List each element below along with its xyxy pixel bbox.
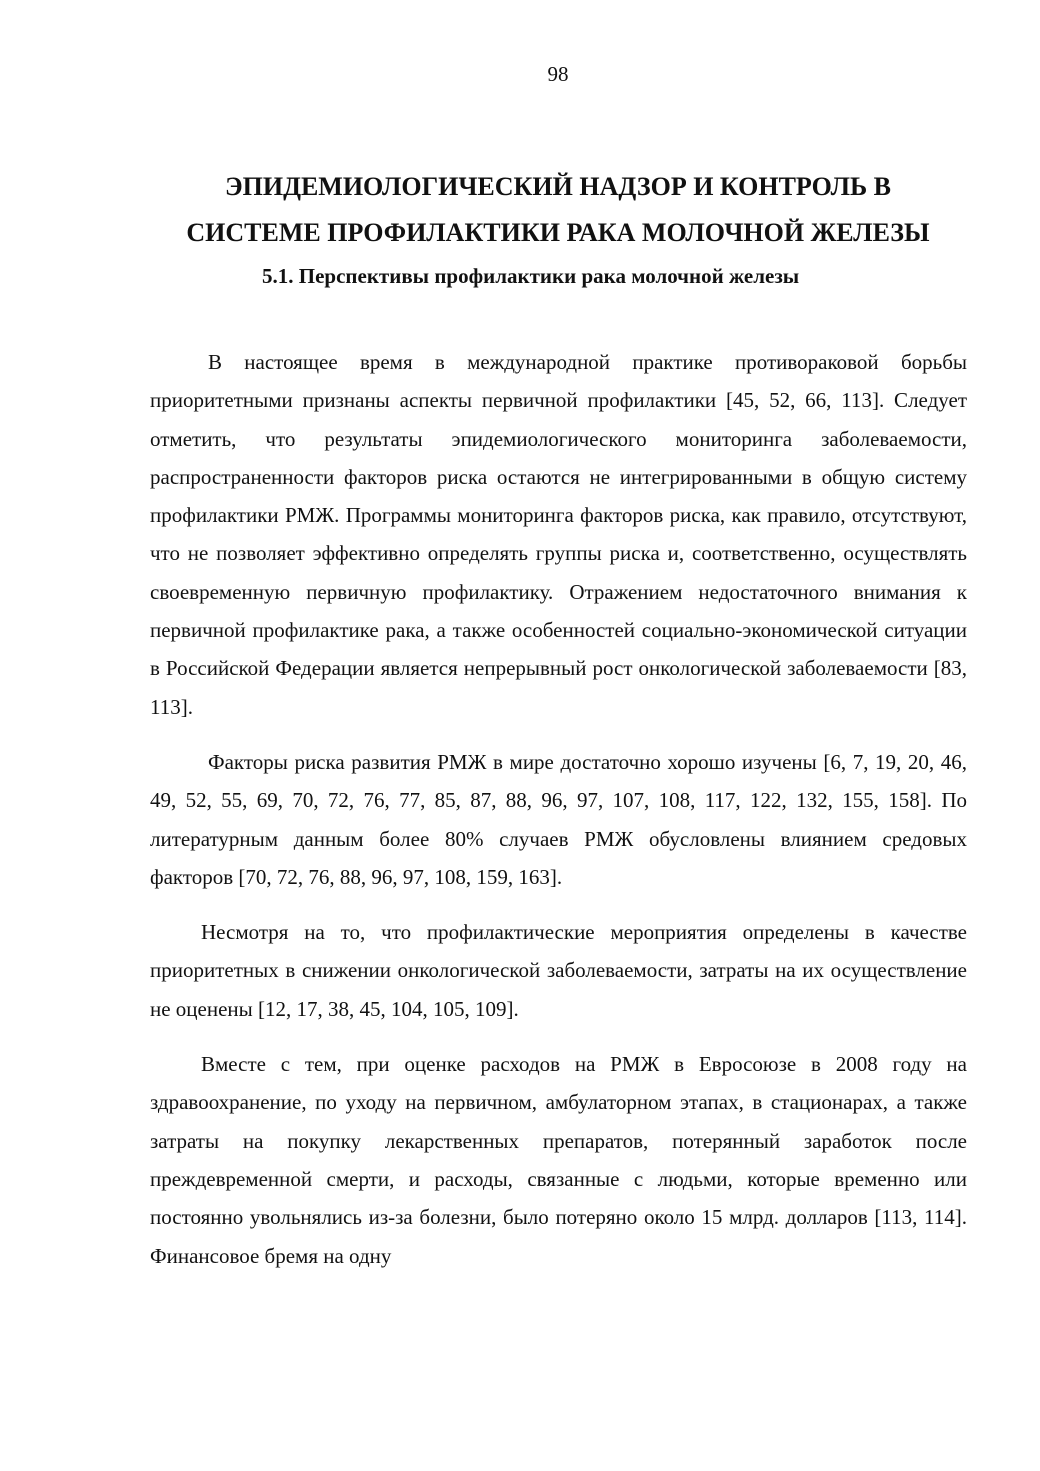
paragraph: Вместе с тем, при оценке расходов на РМЖ в Евросоюзе в 2008 году на здравоохранение, по уходу на первичном, амбулаторном этапах, в стационарах, а также затраты на покупку лекарственных препаратов, потерянный заработок после преждевременной смерти, и расходы, связанные с людьми, которые временно или постоянно увольнялись из-за болезни, было потеряно около 15 млрд. долларов [113, 114]. Финансовое бремя на одну — [150, 1052, 967, 1268]
paragraph: Несмотря на то, что профилактические мероприятия определены в качестве приоритетных в снижении онкологической заболеваемости, затраты на их осуществление не оценены [12, 17, 38, 45, 104, 105, 109]. — [150, 920, 967, 1021]
paragraph: В настоящее время в международной практике противораковой борьбы приоритетными признаны аспекты первичной профилактики [45, 52, 66, 113]. Следует отметить, что результаты эпидемиологического мониторинга заболеваемости, распространенности факторов риска остаются не интегрированными в общую систему профилактики РМЖ. Программы мониторинга факторов риска, как правило, отсутствуют, что не позволяет эффективно определять группы риска и, соответственно, осуществлять своевременную первичную профилактику. Отражением недостаточного внимания к первичной профилактике рака, а также особенностей социально-экономической ситуации в Российской Федерации является непрерывный рост онкологической заболеваемости [83, 113]. — [150, 350, 967, 719]
chapter-title-line-2: СИСТЕМЕ ПРОФИЛАКТИКИ РАКА МОЛОЧНОЙ ЖЕЛЕЗЫ — [186, 218, 930, 247]
paragraph: Факторы риска развития РМЖ в мире достаточно хорошо изучены [6, 7, 19, 20, 46, 49, 52, 55, 69, 70, 72, 76, 77, 85, 87, 88, 96, 97, 107, 108, 117, 122, 132, 155, 158]. По литературным данным более 80% случаев РМЖ обусловлены влиянием средовых факторов [70, 72, 76, 88, 96, 97, 108, 159, 163]. — [150, 749, 967, 889]
section-title: 5.1. Перспективы профилактики рака молочной железы — [262, 264, 800, 288]
chapter-title-line-1: ЭПИДЕМИОЛОГИЧЕСКИЙ НАДЗОР И КОНТРОЛЬ В — [224, 172, 891, 201]
page-number: 98 — [547, 62, 569, 86]
chapter-title — [130, 164, 986, 256]
body-text — [150, 343, 967, 1292]
